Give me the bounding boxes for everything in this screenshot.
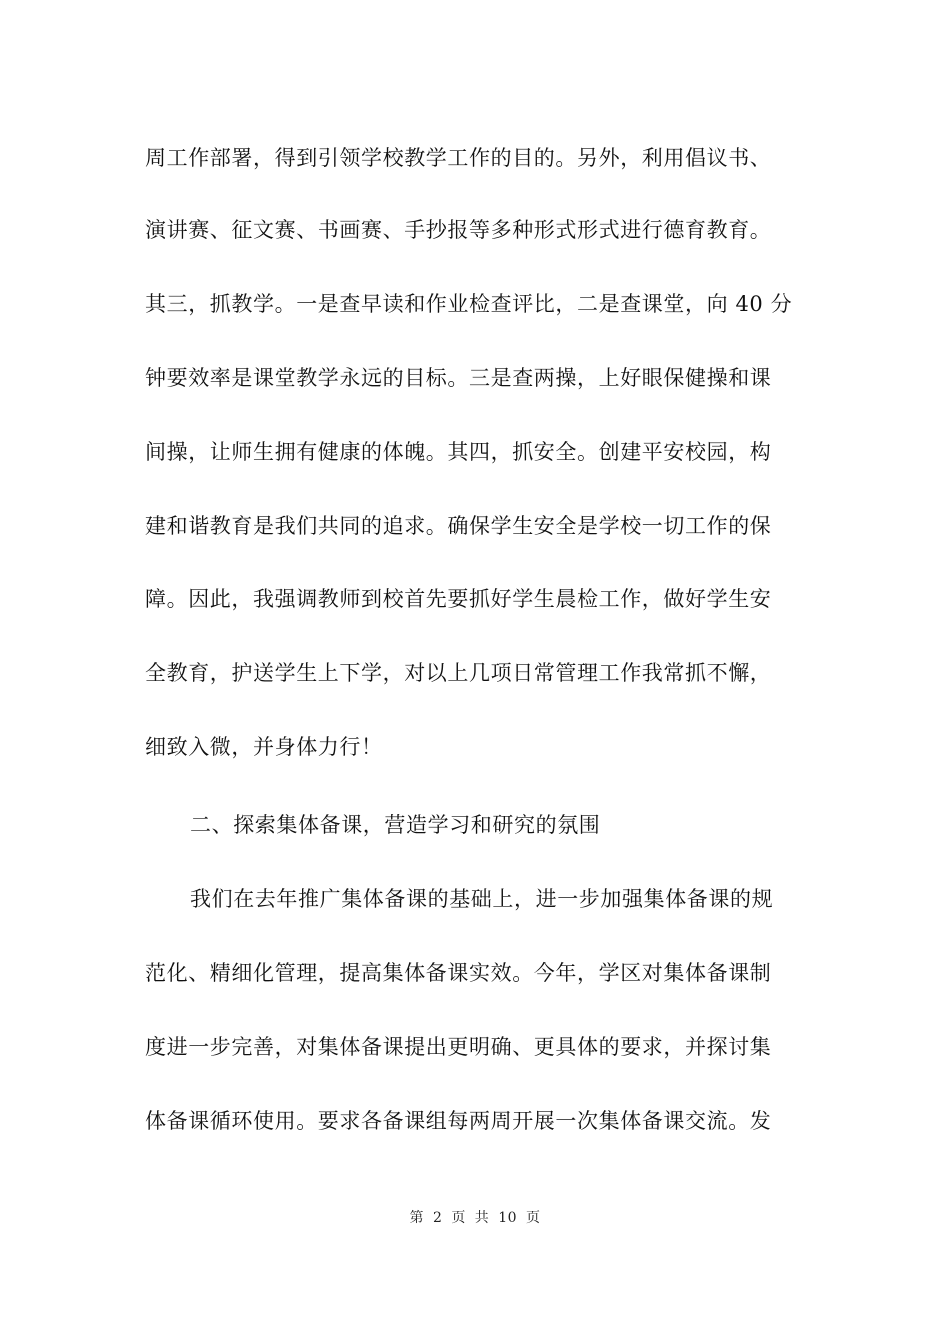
- footer-suffix: 页: [526, 1210, 541, 1226]
- text-line: 体备课循环使用。要求各备课组每两周开展一次集体备课交流。发: [145, 1109, 772, 1133]
- text-line: 全教育，护送学生上下学，对以上几项日常管理工作我常抓不懈，: [145, 661, 772, 685]
- text-line: 范化、精细化管理，提高集体备课实效。今年，学区对集体备课制: [145, 961, 772, 985]
- text-line: 度进一步完善，对集体备课提出更明确、更具体的要求，并探讨集: [145, 1035, 772, 1059]
- text-line: 障。因此，我强调教师到校首先要抓好学生晨检工作，做好学生安: [145, 587, 772, 611]
- text-line: 间操，让师生拥有健康的体魄。其四，抓安全。创建平安校园，构: [145, 440, 772, 464]
- text-line: 细致入微，并身体力行！: [145, 735, 383, 759]
- footer-prefix: 第: [409, 1210, 424, 1226]
- text-line: 我们在去年推广集体备课的基础上，进一步加强集体备课的规: [190, 887, 774, 911]
- footer-total-pages: 10: [498, 1210, 518, 1226]
- text-line: 其三，抓教学。一是查早读和作业检查评比，二是查课堂，向 40 分: [145, 292, 793, 316]
- footer-current-page: 2: [432, 1210, 443, 1226]
- page-footer: [0, 1208, 950, 1228]
- section-heading: 二、探索集体备课，营造学习和研究的氛围: [190, 813, 601, 837]
- footer-page-word: 页: [451, 1210, 466, 1226]
- footer-total-prefix: 共: [474, 1210, 490, 1226]
- text-line: 周工作部署，得到引领学校教学工作的目的。另外，利用倡议书、: [145, 146, 772, 170]
- text-line: 建和谐教育是我们共同的追求。确保学生安全是学校一切工作的保: [145, 514, 772, 538]
- text-line: 演讲赛、征文赛、书画赛、手抄报等多种形式形式进行德育教育。: [145, 218, 772, 242]
- text-line: 钟要效率是课堂教学永远的目标。三是查两操，上好眼保健操和课: [145, 366, 772, 390]
